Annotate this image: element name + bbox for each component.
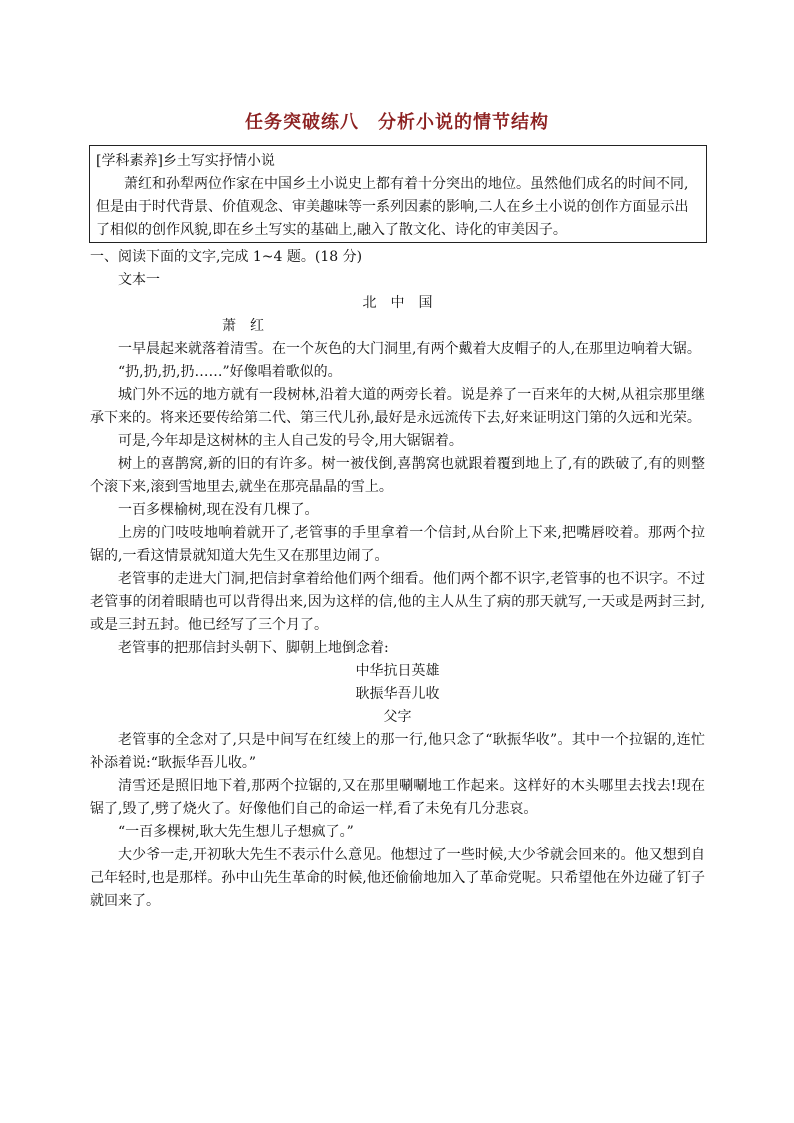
- story-author: 萧 红: [222, 318, 264, 334]
- page-title: 任务突破练八 分析小说的情节结构: [245, 112, 549, 133]
- paragraph: “一百多棵树,耿大先生想儿子想疯了。”: [118, 824, 354, 840]
- paragraph: 老管事的把那信封头朝下、脚朝上地倒念着:: [118, 640, 389, 656]
- literacy-box: [89, 145, 707, 243]
- question-prompt: 一、阅读下面的文字,完成 1~4 题。(18 分): [90, 249, 363, 265]
- paragraph: 老管事的走进大门洞,把信封拿着给他们两个细看。他们两个都不识字,老管事的也不识字。不过老管事的闭着眼睛也可以背得出来,因为这样的信,他的主人从生了病的那天就写,一天或是两封三封,或是三封五封。他已经写了三个月了。: [90, 571, 705, 633]
- literacy-tag: [学科素养]乡土写实抒情小说: [96, 153, 275, 169]
- main-content: [90, 246, 705, 913]
- paragraph: 城门外不远的地方就有一段树林,沿着大道的两旁长着。说是养了一百来年的大树,从祖宗那里继承下来的。将来还要传给第二代、第三代儿孙,最好是永远流传下去,好来证明这门第的久远和光荣。: [90, 387, 705, 426]
- literacy-text: 萧红和孙犁两位作家在中国乡土小说史上都有着十分突出的地位。虽然他们成名的时间不同,但是由于时代背景、价值观念、审美趣味等一系列因素的影响,二人在乡土小说的创作方面显示出了相似的创作风貌,即在乡土写实的基础上,融入了散文化、诗化的审美因子。: [96, 176, 689, 238]
- paragraph: “扔,扔,扔,扔……”好像唱着歌似的。: [118, 364, 342, 380]
- letter-line: 父字: [383, 709, 412, 725]
- paragraph: 一早晨起来就落着清雪。在一个灰色的大门洞里,有两个戴着大皮帽子的人,在那里边响着大锯。: [118, 341, 701, 357]
- paragraph: 老管事的全念对了,只是中间写在红绫上的那一行,他只念了“耿振华收”。其中一个拉锯的,连忙补添着说:“耿振华吾儿收。”: [90, 732, 705, 771]
- paragraph: 清雪还是照旧地下着,那两个拉锯的,又在那里唰唰地工作起来。这样好的木头哪里去找去!现在锯了,毁了,劈了烧火了。好像他们自己的命运一样,看了未免有几分悲哀。: [90, 778, 705, 817]
- paragraph: 可是,今年却是这树林的主人自己发的号令,用大锯锯着。: [118, 433, 463, 449]
- letter-line: 耿振华吾儿收: [355, 686, 440, 702]
- story-title: 北 中 国: [362, 295, 433, 311]
- text-label: 文本一: [118, 272, 160, 288]
- letter-line: 中华抗日英雄: [355, 663, 440, 679]
- paragraph: 上房的门吱吱地响着就开了,老管事的手里拿着一个信封,从台阶上下来,把嘴唇咬着。那两个拉锯的,一看这情景就知道大先生又在那里边闹了。: [90, 525, 705, 564]
- paragraph: 大少爷一走,开初耿大先生不表示什么意见。他想过了一些时候,大少爷就会回来的。他又想到自己年轻时,也是那样。孙中山先生革命的时候,他还偷偷地加入了革命党呢。只希望他在外边碰了钉子就回来了。: [90, 847, 705, 909]
- paragraph: 一百多棵榆树,现在没有几棵了。: [118, 502, 319, 518]
- paragraph: 树上的喜鹊窝,新的旧的有许多。树一被伐倒,喜鹊窝也就跟着覆到地上了,有的跌破了,有的则整个滚下来,滚到雪地里去,就坐在那亮晶晶的雪上。: [90, 456, 705, 495]
